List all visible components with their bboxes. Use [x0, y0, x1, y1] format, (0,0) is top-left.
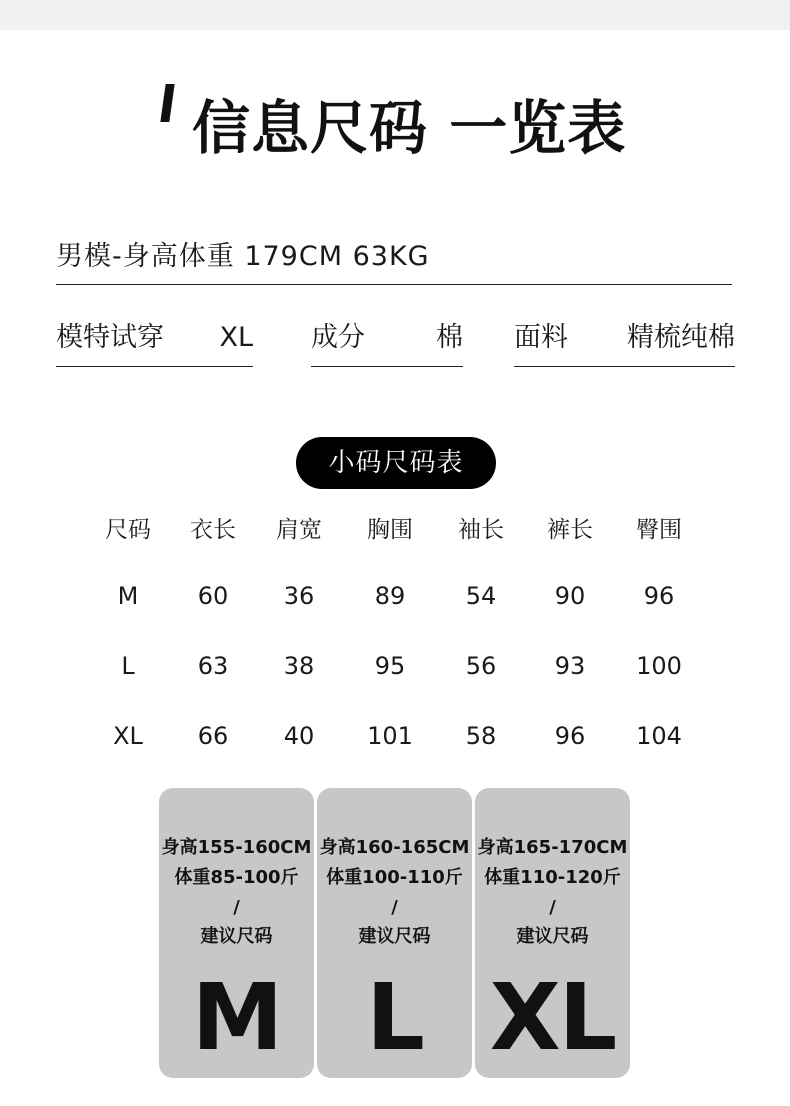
table-header-cell: 袖长	[458, 517, 504, 543]
table-header-cell: 胸围	[367, 517, 413, 543]
measurement-cell: 40	[283, 722, 315, 750]
size-cell: M	[117, 582, 139, 610]
title-accent-mark	[160, 84, 174, 122]
measurement-cell: 60	[197, 582, 229, 610]
measurement-cell: 104	[636, 722, 682, 750]
size-card	[159, 788, 314, 1078]
attribute-underline	[311, 366, 463, 367]
table-header-cell: 裤长	[547, 517, 593, 543]
attribute-underline	[56, 366, 253, 367]
table-header-cell: 臀围	[636, 517, 682, 543]
height-range: 身高155-160CM	[161, 837, 312, 858]
measurement-cell: 56	[465, 652, 497, 680]
attribute-label: 成分	[311, 322, 365, 353]
measurement-cell: 54	[465, 582, 497, 610]
attribute-value: 棉	[436, 322, 463, 353]
attribute-label: 模特试穿	[56, 322, 164, 353]
page-title: 信息尺码 一览表	[192, 94, 627, 162]
attribute-value: XL	[219, 322, 253, 353]
measurement-cell: 58	[465, 722, 497, 750]
measurement-cell: 100	[636, 652, 682, 680]
recommended-size: XL	[489, 964, 616, 1071]
attribute-composition	[311, 320, 463, 368]
measurement-cell: 36	[283, 582, 315, 610]
measurement-cell: 96	[554, 722, 586, 750]
attribute-value: 精梳纯棉	[627, 322, 735, 353]
recommend-label: 建议尺码	[200, 926, 273, 947]
model-info: 男模-身高体重 179CM 63KG	[56, 241, 430, 272]
size-cell: XL	[113, 722, 143, 750]
table-header-cell: 尺码	[105, 517, 151, 543]
measurement-cell: 66	[197, 722, 229, 750]
measurement-cell: 90	[554, 582, 586, 610]
recommended-size: M	[191, 964, 282, 1071]
measurement-cell: 95	[374, 652, 406, 680]
separator: /	[391, 897, 398, 918]
measurement-cell: 96	[643, 582, 675, 610]
size-cell: L	[121, 652, 135, 680]
table-header-cell: 衣长	[190, 517, 236, 543]
weight-range: 体重100-110斤	[326, 867, 463, 888]
measurement-cell: 38	[283, 652, 315, 680]
recommended-size: L	[366, 964, 423, 1071]
divider	[56, 284, 732, 285]
top-band	[0, 0, 790, 30]
weight-range: 体重85-100斤	[174, 867, 299, 888]
height-range: 身高160-165CM	[319, 837, 470, 858]
recommend-label: 建议尺码	[516, 926, 589, 947]
attribute-fitting-size	[56, 320, 253, 368]
measurement-cell: 93	[554, 652, 586, 680]
size-table-title: 小码尺码表	[296, 437, 496, 489]
height-range: 身高165-170CM	[477, 837, 628, 858]
recommend-label: 建议尺码	[358, 926, 431, 947]
separator: /	[233, 897, 240, 918]
size-card	[475, 788, 630, 1078]
measurement-cell: 101	[367, 722, 413, 750]
attribute-underline	[514, 366, 735, 367]
attribute-label: 面料	[514, 322, 568, 353]
weight-range: 体重110-120斤	[484, 867, 621, 888]
measurement-cell: 63	[197, 652, 229, 680]
table-header-cell: 肩宽	[276, 517, 322, 543]
measurement-cell: 89	[374, 582, 406, 610]
size-card	[317, 788, 472, 1078]
attribute-fabric	[514, 320, 735, 368]
separator: /	[549, 897, 556, 918]
